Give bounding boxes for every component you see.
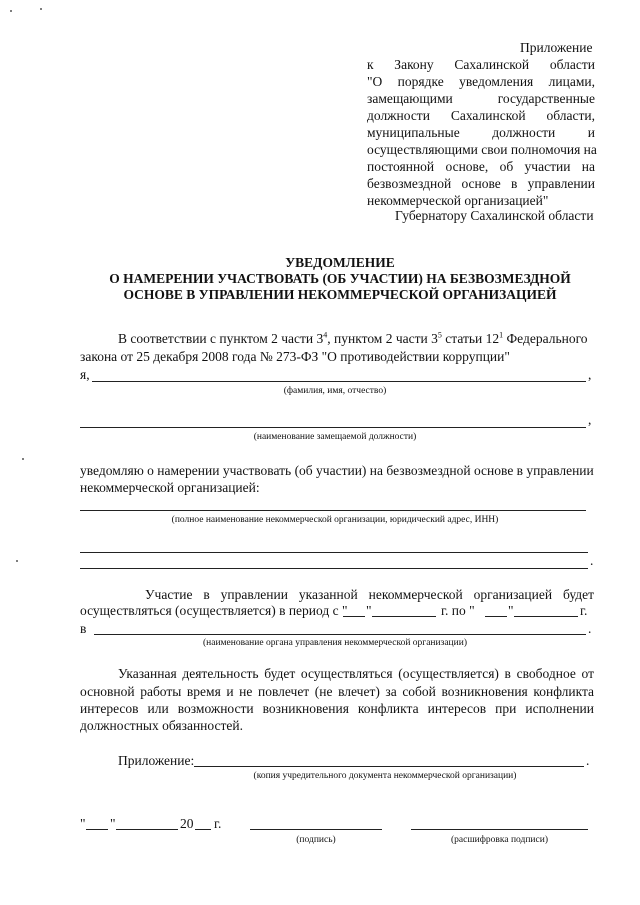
v-label: в <box>80 621 87 636</box>
scan-speck <box>16 560 18 562</box>
date-day-field[interactable] <box>86 829 108 830</box>
activity-line-4: должностных обязанностей. <box>80 718 243 733</box>
header-line: некоммерческой организацией" <box>367 193 549 208</box>
header-line: муниципальные должности и <box>367 125 595 140</box>
intro-text: Федерального <box>503 331 588 346</box>
header-appendix: Приложение <box>520 40 593 55</box>
date-year-prefix: 20 <box>180 816 194 831</box>
attachment-field-line[interactable] <box>194 766 584 767</box>
title-line-2: О НАМЕРЕНИИ УЧАСТВОВАТЬ (ОБ УЧАСТИИ) НА БЕЗВОЗМЕЗДНОЙ <box>109 271 571 286</box>
date-quote-close: " <box>110 816 116 831</box>
org-field-line-3[interactable] <box>80 568 588 569</box>
quote-close: " <box>366 603 372 618</box>
participation-line-1: Участие в управлении указанной некоммерческой организацией будет <box>145 587 594 602</box>
org-field-line-2[interactable] <box>80 552 588 553</box>
body-caption: (наименование органа управления некоммерческой организации) <box>203 638 467 648</box>
attachment-end-dot: . <box>586 753 590 768</box>
fio-field-line[interactable] <box>92 381 586 382</box>
date-month-field[interactable] <box>116 829 178 830</box>
quote-close-2: " <box>508 603 514 618</box>
attachment-label: Приложение: <box>118 753 195 768</box>
notify-line-2: некоммерческой организацией: <box>80 480 260 495</box>
intro-text: , пунктом 2 части 3 <box>327 331 438 346</box>
body-field-line[interactable] <box>94 634 586 635</box>
intro-text: В соответствии с пунктом 2 части 3 <box>118 331 324 346</box>
scan-speck <box>22 458 24 460</box>
title-line-3: ОСНОВЕ В УПРАВЛЕНИИ НЕКОММЕРЧЕСКОЙ ОРГАНИЗАЦИЕЙ <box>123 287 557 302</box>
addressee: Губернатору Сахалинской области <box>395 208 594 223</box>
date-year-suffix: г. <box>214 816 222 831</box>
header-line: безвозмездной основе в управлении <box>367 176 595 191</box>
position-field-line[interactable] <box>80 427 586 428</box>
header-line: замещающими государственные <box>367 91 595 106</box>
ya-label: я, <box>80 367 90 382</box>
notify-line-1: уведомляю о намерении участвовать (об участии) на безвозмездной основе в управлении <box>80 463 594 478</box>
org-caption: (полное наименование некоммерческой организации, юридический адрес, ИНН) <box>171 515 499 525</box>
scan-speck <box>40 8 42 10</box>
position-comma: , <box>588 412 592 427</box>
header-line: должности Сахалинской области, <box>367 108 595 123</box>
intro-line-2: закона от 25 декабря 2008 года № 273-ФЗ "О противодействии коррупции" <box>80 349 510 364</box>
superscript: 4 <box>323 330 328 340</box>
intro-line-1 <box>118 330 588 348</box>
start-day-field[interactable] <box>343 616 365 617</box>
activity-line-1: Указанная деятельность будет осуществляться (осуществляется) в свободное от <box>118 666 594 681</box>
date-quote-open: " <box>80 816 86 831</box>
org-end-dot: . <box>590 553 594 568</box>
attachment-caption: (копия учредительного документа некоммерческой организации) <box>253 771 517 781</box>
end-month-field[interactable] <box>514 616 578 617</box>
signature-decoding-field-line[interactable] <box>411 829 588 830</box>
end-day-field[interactable] <box>485 616 507 617</box>
header-line: постоянной основе, об участии на <box>367 159 595 174</box>
body-end-dot: . <box>588 621 592 636</box>
header-line: "О порядке уведомления лицами, <box>367 74 595 89</box>
date-year-field[interactable] <box>195 829 211 830</box>
activity-line-3: интересов или возможности возникновения конфликта интересов при исполнении <box>80 701 594 716</box>
scan-speck <box>10 10 12 12</box>
intro-text: статьи 12 <box>441 331 500 346</box>
signature-decoding-caption: (расшифровка подписи) <box>451 835 548 845</box>
superscript: 1 <box>499 330 504 340</box>
activity-line-2: основной работы время и не повлечет (не влечет) за собой возникновения конфликта <box>80 684 594 699</box>
superscript: 5 <box>437 330 442 340</box>
participation-text: осуществляться (осуществляется) в период с " <box>80 603 348 618</box>
participation-line-2 <box>80 602 348 620</box>
org-field-line[interactable] <box>80 510 586 511</box>
signature-field-line[interactable] <box>250 829 382 830</box>
signature-caption: (подпись) <box>296 835 336 845</box>
fio-caption: (фамилия, имя, отчество) <box>283 386 387 396</box>
participation-to: г. по " <box>441 603 475 618</box>
fio-comma: , <box>588 367 592 382</box>
start-month-field[interactable] <box>372 616 436 617</box>
header-line: к Закону Сахалинской области <box>367 57 595 72</box>
header-line: осуществляющими свои полномочия на <box>367 142 597 157</box>
participation-year-suffix: г. <box>580 603 588 618</box>
position-caption: (наименование замещаемой должности) <box>253 432 417 442</box>
title-line-1: УВЕДОМЛЕНИЕ <box>285 255 395 270</box>
